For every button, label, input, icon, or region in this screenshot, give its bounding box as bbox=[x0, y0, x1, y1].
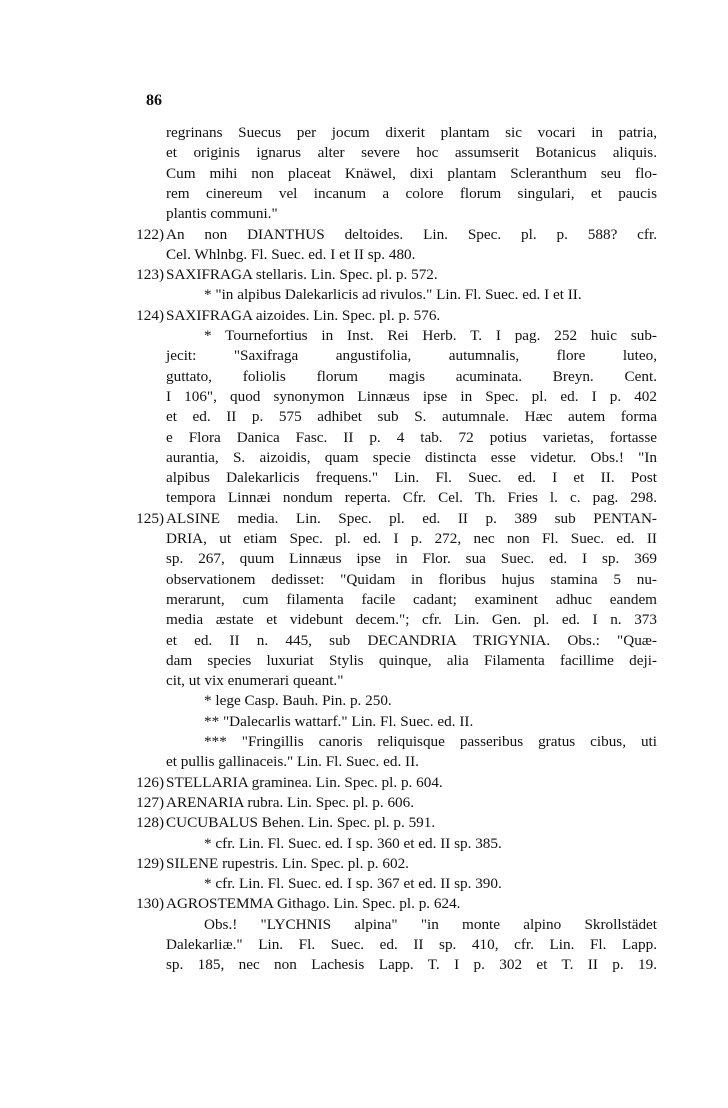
line-text: Dalekarliæ." Lin. Fl. Suec. ed. II sp. 410, cfr. Lin. Fl. Lapp. bbox=[166, 936, 657, 953]
line-text: et ed. II p. 575 adhibet sub S. autumnale. Hæc autem forma bbox=[166, 408, 657, 426]
entry-number: 126) bbox=[136, 773, 164, 791]
line-text: regrinans Suecus per jocum dixerit plantam sic vocari in patria, bbox=[166, 124, 657, 141]
entry-number: 123) bbox=[136, 266, 164, 284]
line-text: ARENARIA rubra. Lin. Spec. pl. p. 606. bbox=[166, 793, 415, 811]
line-text: observationem dedisset: "Quidam in floribus hujus stamina 5 nu- bbox=[166, 570, 657, 588]
line-text: sp. 185, nec non Lachesis Lapp. T. I p. 302 et T. II p. 19. bbox=[166, 956, 657, 974]
line-text: An non DIANTHUS deltoides. Lin. Spec. pl. p. 588? cfr. bbox=[166, 225, 657, 243]
entry-number: 125) bbox=[136, 509, 164, 527]
page-number: 86 bbox=[146, 92, 162, 109]
entry-number: 130) bbox=[136, 895, 164, 913]
line-text: sp. 267, quum Linnæus ipse in Flor. sua Suec. ed. I sp. 369 bbox=[166, 550, 657, 568]
line-text: et originis ignarus alter severe hoc assumserit Botanicus aliquis. bbox=[166, 144, 657, 162]
entry-number: 127) bbox=[136, 793, 164, 811]
line-text: * cfr. Lin. Fl. Suec. ed. I sp. 367 et ed. II sp. 390. bbox=[204, 875, 502, 893]
line-text: * "in alpibus Dalekarlicis ad rivulos." Lin. Fl. Suec. ed. I et II. bbox=[204, 286, 582, 304]
line-text: aurantia, S. aizoidis, quam specie distincta esse videtur. Obs.! "In bbox=[166, 448, 657, 466]
line-text: merarunt, cum filamenta facile cadant; examinent adhuc eandem bbox=[166, 590, 657, 608]
entry-number: 122) bbox=[136, 225, 164, 243]
line-text: ALSINE media. Lin. Spec. pl. ed. II p. 389 sub PENTAN- bbox=[166, 509, 657, 527]
line-text: alpibus Dalekarlicis frequens." Lin. Fl. Suec. ed. I et II. Post bbox=[166, 469, 657, 487]
line-text: ** "Dalecarlis wattarf." Lin. Fl. Suec. ed. II. bbox=[204, 712, 474, 730]
line-text: Obs.! "LYCHNIS alpina" "in monte alpino Skrollstädet bbox=[204, 915, 657, 933]
entry-number: 124) bbox=[136, 306, 164, 324]
line-text: Cel. Whlnbg. Fl. Suec. ed. I et II sp. 480. bbox=[166, 245, 416, 263]
line-text: e Flora Danica Fasc. II p. 4 tab. 72 potius varietas, fortasse bbox=[166, 428, 657, 446]
line-text: * Tournefortius in Inst. Rei Herb. T. I pag. 252 huic sub- bbox=[204, 327, 657, 344]
line-text: SAXIFRAGA aizoides. Lin. Spec. pl. p. 576. bbox=[166, 306, 441, 324]
line-text: tempora Linnæi nondum reperta. Cfr. Cel. Th. Fries l. c. pag. 298. bbox=[166, 489, 657, 507]
line-text: SILENE rupestris. Lin. Spec. pl. p. 602. bbox=[166, 854, 409, 872]
line-text: guttato, foliolis florum magis acuminata. Breyn. Cent. bbox=[166, 367, 657, 385]
line-text: plantis communi." bbox=[166, 205, 278, 223]
line-text: * lege Casp. Bauh. Pin. p. 250. bbox=[204, 692, 392, 710]
line-text: I 106", quod synonymon Linnæus ipse in Spec. pl. ed. I p. 402 bbox=[166, 387, 657, 405]
line-text: AGROSTEMMA Githago. Lin. Spec. pl. p. 624. bbox=[166, 895, 461, 913]
line-text: dam species luxuriat Stylis quinque, alia Filamenta facillime deji- bbox=[166, 651, 657, 669]
line-text: cit, ut vix enumerari queant." bbox=[166, 672, 344, 690]
line-text: SAXIFRAGA stellaris. Lin. Spec. pl. p. 572. bbox=[166, 266, 438, 284]
line-text: Cum mihi non placeat Knäwel, dixi plantam Scleranthum seu flo- bbox=[166, 164, 657, 182]
line-text: CUCUBALUS Behen. Lin. Spec. pl. p. 591. bbox=[166, 814, 436, 832]
line-text: et ed. II n. 445, sub DECANDRIA TRIGYNIA. Obs.: "Quæ- bbox=[166, 631, 657, 649]
line-text: * cfr. Lin. Fl. Suec. ed. I sp. 360 et ed. II sp. 385. bbox=[204, 834, 502, 852]
entry-number: 128) bbox=[136, 814, 164, 832]
line-text: STELLARIA graminea. Lin. Spec. pl. p. 604. bbox=[166, 773, 443, 791]
line-text: *** "Fringillis canoris reliquisque passeribus gratus cibus, uti bbox=[204, 733, 657, 750]
line-text: jecit: "Saxifraga angustifolia, autumnalis, flore luteo, bbox=[166, 347, 657, 365]
line-text: et pullis gallinaceis." Lin. Fl. Suec. ed. II. bbox=[166, 753, 419, 771]
entry-number: 129) bbox=[136, 854, 164, 872]
line-text: media æstate et videbunt decem."; cfr. Lin. Gen. pl. ed. I n. 373 bbox=[166, 611, 657, 629]
line-text: DRIA, ut etiam Spec. pl. ed. I p. 272, nec non Fl. Suec. ed. II bbox=[166, 530, 657, 547]
line-text: rem cinereum vel incanum a colore florum singulari, et paucis bbox=[166, 184, 657, 202]
